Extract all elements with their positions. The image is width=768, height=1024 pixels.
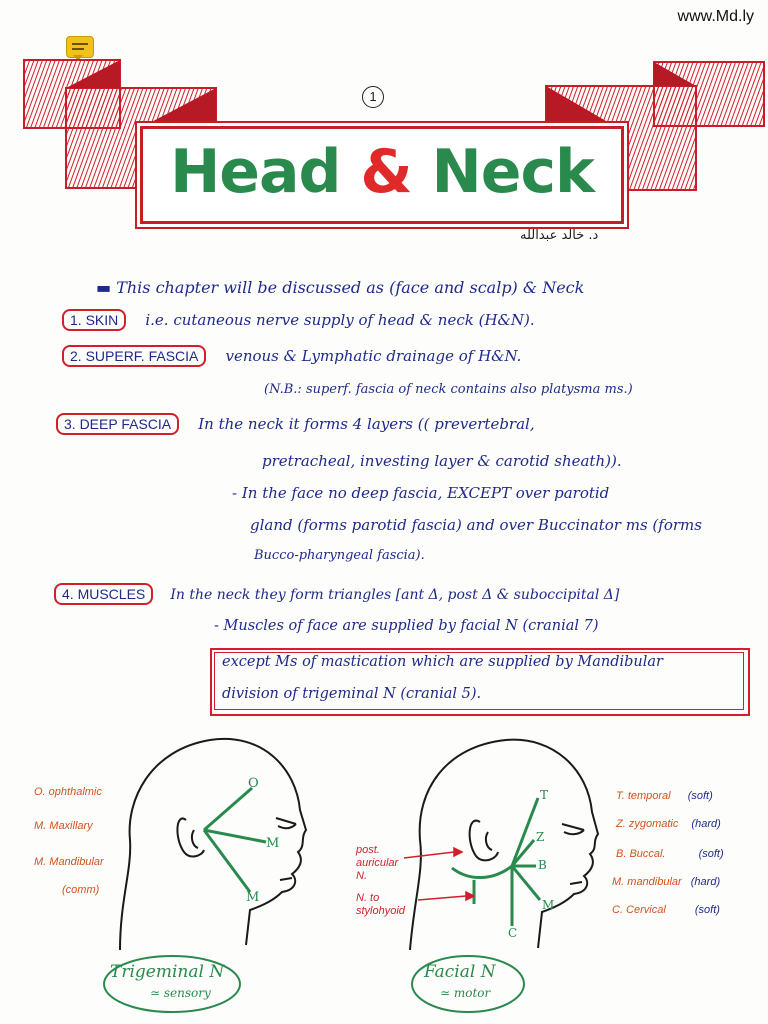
branch-mandibular: M. mandibular (hard) [612, 876, 721, 888]
deep-fascia-line4: gland (forms parotid fascia) and over Buccinator ms (forms [250, 516, 702, 534]
intro-line: ▬ This chapter will be discussed as (face and scalp) & Neck [96, 278, 585, 297]
trigeminal-subcaption: ≃ sensory [150, 986, 211, 1000]
marker-m-upper: M [266, 836, 280, 851]
mastication-line2: division of trigeminal N (cranial 5). [222, 686, 482, 702]
section-text-muscles: In the neck they form triangles [ant Δ, post Δ & suboccipital Δ] [170, 587, 620, 603]
facial-subcaption: ≃ motor [440, 986, 491, 1000]
label-ophthalmic: O. ophthalmic [34, 786, 102, 798]
author-signature: د. خالد عبدالله [520, 228, 599, 243]
section-tag-deep-fascia: 3. DEEP FASCIA [56, 413, 179, 435]
facial-branches [452, 798, 540, 926]
section-tag-muscles: 4. MUSCLES [54, 583, 153, 605]
marker-c: C [508, 926, 518, 940]
mastication-line1: except Ms of mastication which are supplied by Mandibular [222, 654, 663, 670]
section-text-skin: i.e. cutaneous nerve supply of head & neck (H&N). [145, 311, 535, 329]
muscles-line2: - Muscles of face are supplied by facial N (cranial 7) [214, 618, 599, 634]
label-post-auricular: post. auricular N. [356, 844, 399, 882]
marker-b: B [538, 858, 547, 872]
right-head-outline [410, 740, 598, 950]
label-stylohyoid: N. to stylohyoid [356, 892, 405, 917]
title-neck: Neck [431, 137, 594, 207]
title-head: Head [170, 137, 341, 207]
marker-o: O [248, 776, 259, 791]
section-text-superf-fascia: venous & Lymphatic drainage of H&N. [225, 347, 522, 365]
marker-z: Z [536, 830, 545, 844]
section-tag-skin: 1. SKIN [62, 309, 126, 331]
site-watermark: www.Md.ly [677, 8, 754, 25]
marker-t: T [540, 788, 549, 802]
section-note-superf-fascia: (N.B.: superf. fascia of neck contains also platysma ms.) [264, 382, 633, 397]
deep-fascia-line5: Bucco-pharyngeal fascia). [254, 548, 425, 563]
trigeminal-caption: Trigeminal N [110, 962, 225, 982]
branch-zygomatic: Z. zygomatic (hard) [616, 818, 721, 830]
facial-caption: Facial N [424, 962, 496, 982]
trigeminal-branches [204, 788, 266, 892]
section-tag-superf-fascia: 2. SUPERF. FASCIA [62, 345, 206, 367]
label-mandibular: M. Mandibular [34, 856, 104, 868]
label-maxillary: M. Maxillary [34, 820, 93, 832]
page-number: 1 [362, 86, 384, 108]
marker-m: M [542, 898, 555, 912]
marker-m-lower: M [246, 890, 260, 905]
section-text-deep-fascia: In the neck it forms 4 layers (( prevertebral, [198, 415, 535, 433]
deep-fascia-line3: - In the face no deep fascia, EXCEPT over parotid [232, 484, 610, 502]
label-comm: (comm) [62, 884, 100, 896]
branch-buccal: B. Buccal. (soft) [616, 848, 724, 860]
branch-cervical: C. Cervical (soft) [612, 904, 720, 916]
branch-temporal: T. temporal (soft) [616, 790, 713, 802]
deep-fascia-line2: pretracheal, investing layer & carotid sheath)). [262, 452, 622, 470]
title-ampersand: & [360, 137, 412, 207]
